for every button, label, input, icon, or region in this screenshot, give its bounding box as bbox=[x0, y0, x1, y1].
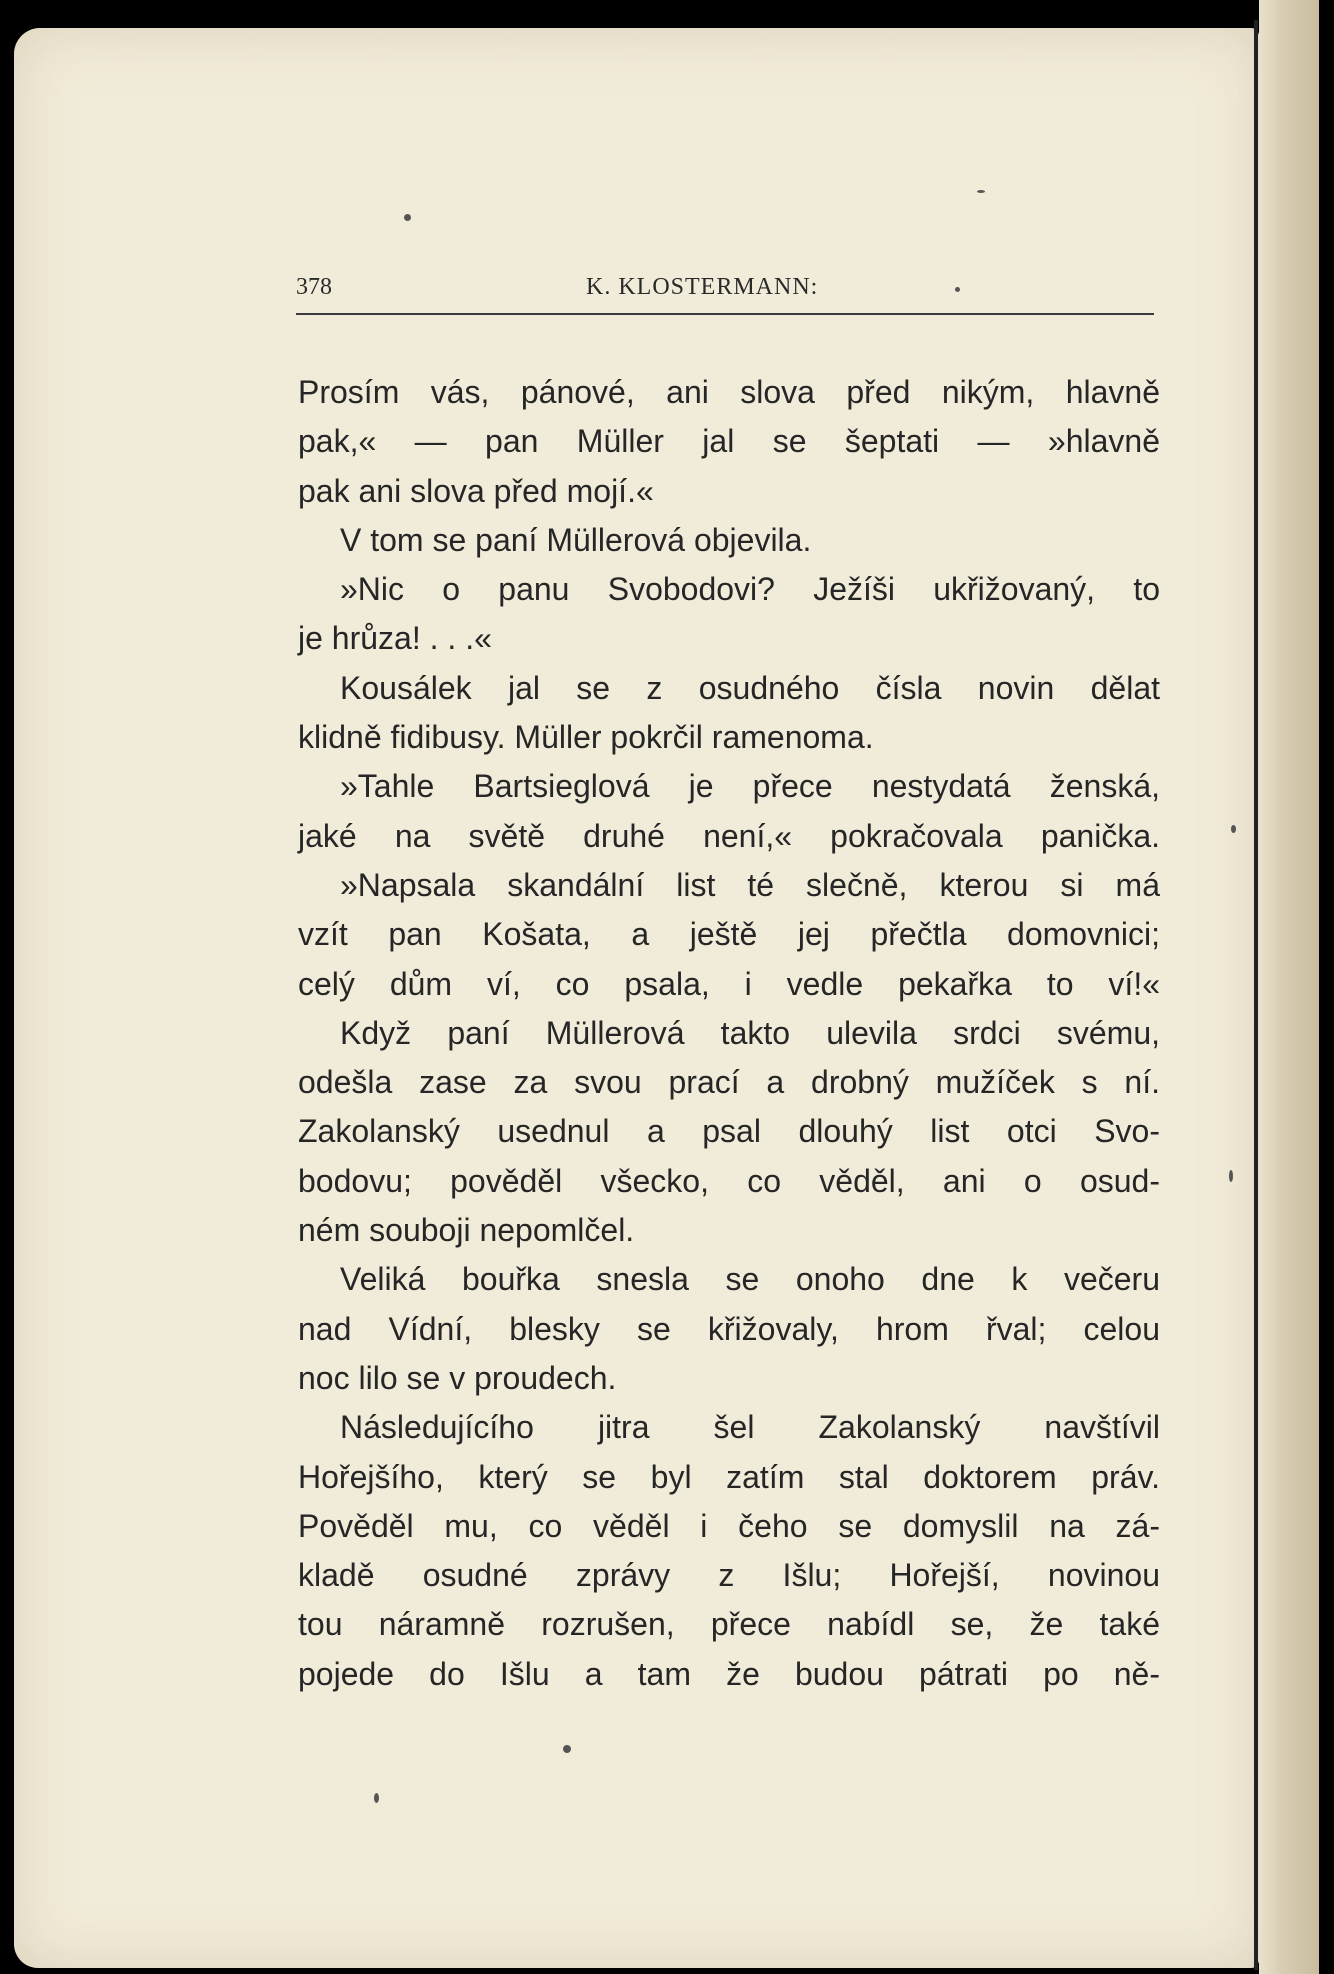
text-line: noc lilo se v proudech. bbox=[298, 1359, 617, 1396]
text-line: Následujícího jitra šel Zakolanský navštívil bbox=[340, 1409, 1160, 1446]
page-header bbox=[296, 274, 1154, 314]
text-line: je hrůza! . . .« bbox=[298, 620, 492, 657]
text-line: jaké na světě druhé není,« pokračovala panička. bbox=[298, 817, 1160, 854]
text-line: odešla zase za svou prací a drobný mužíček s ní. bbox=[298, 1064, 1160, 1101]
header-rule bbox=[296, 313, 1154, 315]
text-line: »Tahle Bartsieglová je přece nestydatá ženská, bbox=[340, 768, 1160, 805]
text-line: pak ani slova před mojí.« bbox=[298, 472, 654, 509]
text-line: celý dům ví, co psala, i vedle pekařka to ví!« bbox=[298, 965, 1160, 1002]
text-line: pak,« — pan Müller jal se šeptati — »hlavně bbox=[298, 423, 1160, 460]
paper-speck bbox=[1231, 825, 1236, 833]
text-line: »Napsala skandální list té slečně, kterou si má bbox=[340, 866, 1160, 903]
text-line: Prosím vás, pánové, ani slova před nikým, hlavně bbox=[298, 374, 1160, 410]
paper-speck bbox=[1229, 1170, 1233, 1182]
text-line: Hořejšího, který se byl zatím stal doktorem práv. bbox=[298, 1458, 1160, 1495]
text-line: vzít pan Košata, a ještě jej přečtla domovnici; bbox=[298, 916, 1160, 953]
text-line: »Nic o panu Svobodovi? Ježíši ukřižovaný, to bbox=[340, 571, 1160, 608]
page-number: 378 bbox=[296, 274, 332, 300]
text-line: pojede do Išlu a tam že budou pátrati po ně- bbox=[298, 1655, 1160, 1692]
text-line: bodovu; pověděl všecko, co věděl, ani o osud- bbox=[298, 1162, 1160, 1199]
text-line: klidně fidibusy. Müller pokrčil ramenoma. bbox=[298, 719, 874, 756]
text-line: ném souboji nepomlčel. bbox=[298, 1212, 635, 1249]
text-line: Pověděl mu, co věděl i čeho se domyslil na zá- bbox=[298, 1507, 1160, 1544]
body-text bbox=[298, 368, 1160, 1699]
text-line: Když paní Müllerová takto ulevila srdci svému, bbox=[340, 1014, 1160, 1051]
paper-speck bbox=[563, 1745, 571, 1753]
text-line: kladě osudné zprávy z Išlu; Hořejší, novinou bbox=[298, 1557, 1160, 1594]
text-line: tou náramně rozrušen, přece nabídl se, že také bbox=[298, 1606, 1160, 1643]
text-line: nad Vídní, blesky se křižovaly, hrom řval; celou bbox=[298, 1310, 1160, 1347]
text-line: V tom se paní Müllerová objevila. bbox=[340, 521, 812, 558]
paper-speck bbox=[374, 1793, 379, 1803]
paper-speck bbox=[955, 287, 960, 292]
running-head: K. KLOSTERMANN: bbox=[586, 274, 819, 300]
page-binding-edge bbox=[1254, 20, 1258, 1970]
text-line: Kousálek jal se z osudného čísla novin dělat bbox=[340, 669, 1160, 706]
text-line: Zakolanský usednul a psal dlouhý list otci Svo- bbox=[298, 1113, 1160, 1150]
paper-speck bbox=[977, 190, 985, 193]
page-stack-edge bbox=[1259, 0, 1319, 1974]
paper-speck bbox=[404, 214, 411, 221]
text-line: Veliká bouřka snesla se onoho dne k večeru bbox=[340, 1261, 1160, 1298]
